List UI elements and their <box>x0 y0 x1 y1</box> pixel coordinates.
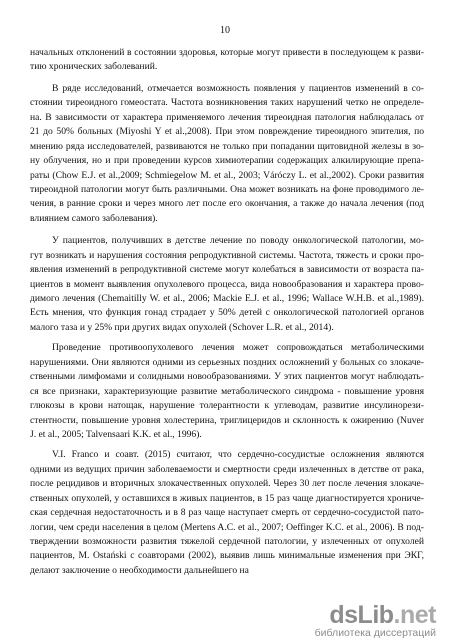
logo-main: dsLib <box>329 601 394 629</box>
text-line: влиянием самого заболевания). <box>30 212 158 224</box>
text-line: раты (Chow E.J. et al.,2009; Schmiegelow M. et al., 2003; Váróczy L. et al.,2002). Сроки развития <box>30 169 424 181</box>
text-line: ся все признаки, характеризующие развитие метаболического синдрома - повышение уровня <box>30 385 424 397</box>
text-line: мнению ряда исследователей, развиваются не только при попадании щитовидной железы в зо- <box>30 140 424 152</box>
text-line: логии, чем среди населения в целом (Mertens A.C. et al., 2007; Oeffinger K.C. et al., 2006). В под- <box>30 521 424 533</box>
text-line: делают заключение о необходимости дальнейшего на <box>30 564 249 576</box>
text-line: пациентов, M. Ostański с соавторами (2002), выявив лишь минимальные изменения при ЭКГ, <box>30 550 424 562</box>
text-line: циентов в момент выявления опухолевого процесса, вида новообразования и характера прово- <box>30 278 424 290</box>
text-line: 21 до 50% больных (Miyoshi Y et al.,2008). При этом повреждение тиреоидного эпителия, по <box>30 126 424 138</box>
page-number: 10 <box>220 25 230 36</box>
text-line: глюкозы в крови натощак, нарушение толерантности к углеводам, развитие инсулинорези- <box>30 400 424 412</box>
text-line: начальных отклонений в состоянии здоровья, которые могут привести в последующем к разви- <box>30 47 424 58</box>
text-line: тверждении возможности развития тяжелой сердечной патологии, у излеченных от опухолей <box>30 536 424 547</box>
watermark[interactable] <box>314 601 436 639</box>
text-line: Проведение противоопухолевого лечения может сопровождаться метаболическими <box>52 342 424 354</box>
text-line: одними из ведущих причин заболеваемости и смертности среди излеченных в детстве от рака, <box>30 463 424 475</box>
paragraph-5 <box>30 448 424 578</box>
paragraph-2 <box>30 82 424 226</box>
watermark-caption: библиотека диссертаций <box>314 627 436 639</box>
text-line: нарушениями. Они являются одними из серьезных поздних осложнений у больных со злокаче- <box>30 356 424 368</box>
text-line: ственными лимфомами и солидными новообразованиями. У этих пациентов могут наблюдать- <box>30 371 424 383</box>
text-line: тиреоидной патологии могут быть различными. Она может возникать на фоне проводимого ле- <box>30 183 424 195</box>
text-line: явления изменений в репродуктивной системе могут колебаться в зависимости от возраста па- <box>30 264 424 276</box>
text-line: У пациентов, получивших в детстве лечение по поводу онкологической патологии, мо- <box>52 235 424 247</box>
document-body <box>30 46 424 578</box>
text-line: ну облучения, но и при проведении курсов химиотерапии содержащих алкилирующие препа- <box>30 155 424 167</box>
text-line: ственных опухолей, у оставшихся в живых пациентов, в 15 раз чаще диагностируется хрониче- <box>30 492 424 504</box>
text-line: стоянии тиреоидного гомеостата. Частота возникновения таких нарушений четко не определе- <box>30 97 424 109</box>
text-line: ская сердечная недостаточность и в 8 раз чаще наступает смерть от сердечно-сосудистой пато- <box>30 507 424 519</box>
text-line: гут возникать и нарушения состояния репродуктивной системы. Частота, тяжесть и сроки про- <box>30 249 424 261</box>
paragraph-4 <box>30 341 424 442</box>
text-line: малого таза и у 25% при других видах опухолей (Schover L.R. et al., 2014). <box>30 321 334 333</box>
paragraph-1 <box>30 46 424 75</box>
text-line: на. В зависимости от характера применяемого лечения тиреоидная патология наблюдалась от <box>30 111 424 123</box>
text-line: J. et al., 2005; Talvensaari K.K. et al., 1996). <box>30 428 202 440</box>
text-line: стентности, повышение уровня холестерина, триглицеридов и склонность к ожирению (Nuver <box>30 414 424 426</box>
text-line: после рецидивов и вторичных злокачественных опухолей. Через 30 лет после лечения злокаче- <box>30 478 424 490</box>
text-line: В ряде исследований, отмечается возможность появления у пациентов изменений в со- <box>52 82 424 94</box>
text-line: тию хронических заболеваний. <box>30 61 158 73</box>
text-line: чения, в ранние сроки и через много лет после его окончания, а также до начала лечения (под <box>30 198 424 210</box>
logo-tld: .net <box>393 601 436 629</box>
text-line: Есть мнения, что функция гонад страдает у 50% детей с онкологической патологией органов <box>30 307 424 319</box>
paragraph-3 <box>30 234 424 335</box>
watermark-logo <box>315 601 436 629</box>
text-line: димого лечения (Chemaitilly W. et al., 2006; Mackie E.J. et al., 1996; Wallace W.H.B. et al.,1989). <box>30 293 424 304</box>
text-line: V.I. Franco и соавт. (2015) считают, что сердечно-сосудистые осложнения являются <box>52 449 424 461</box>
